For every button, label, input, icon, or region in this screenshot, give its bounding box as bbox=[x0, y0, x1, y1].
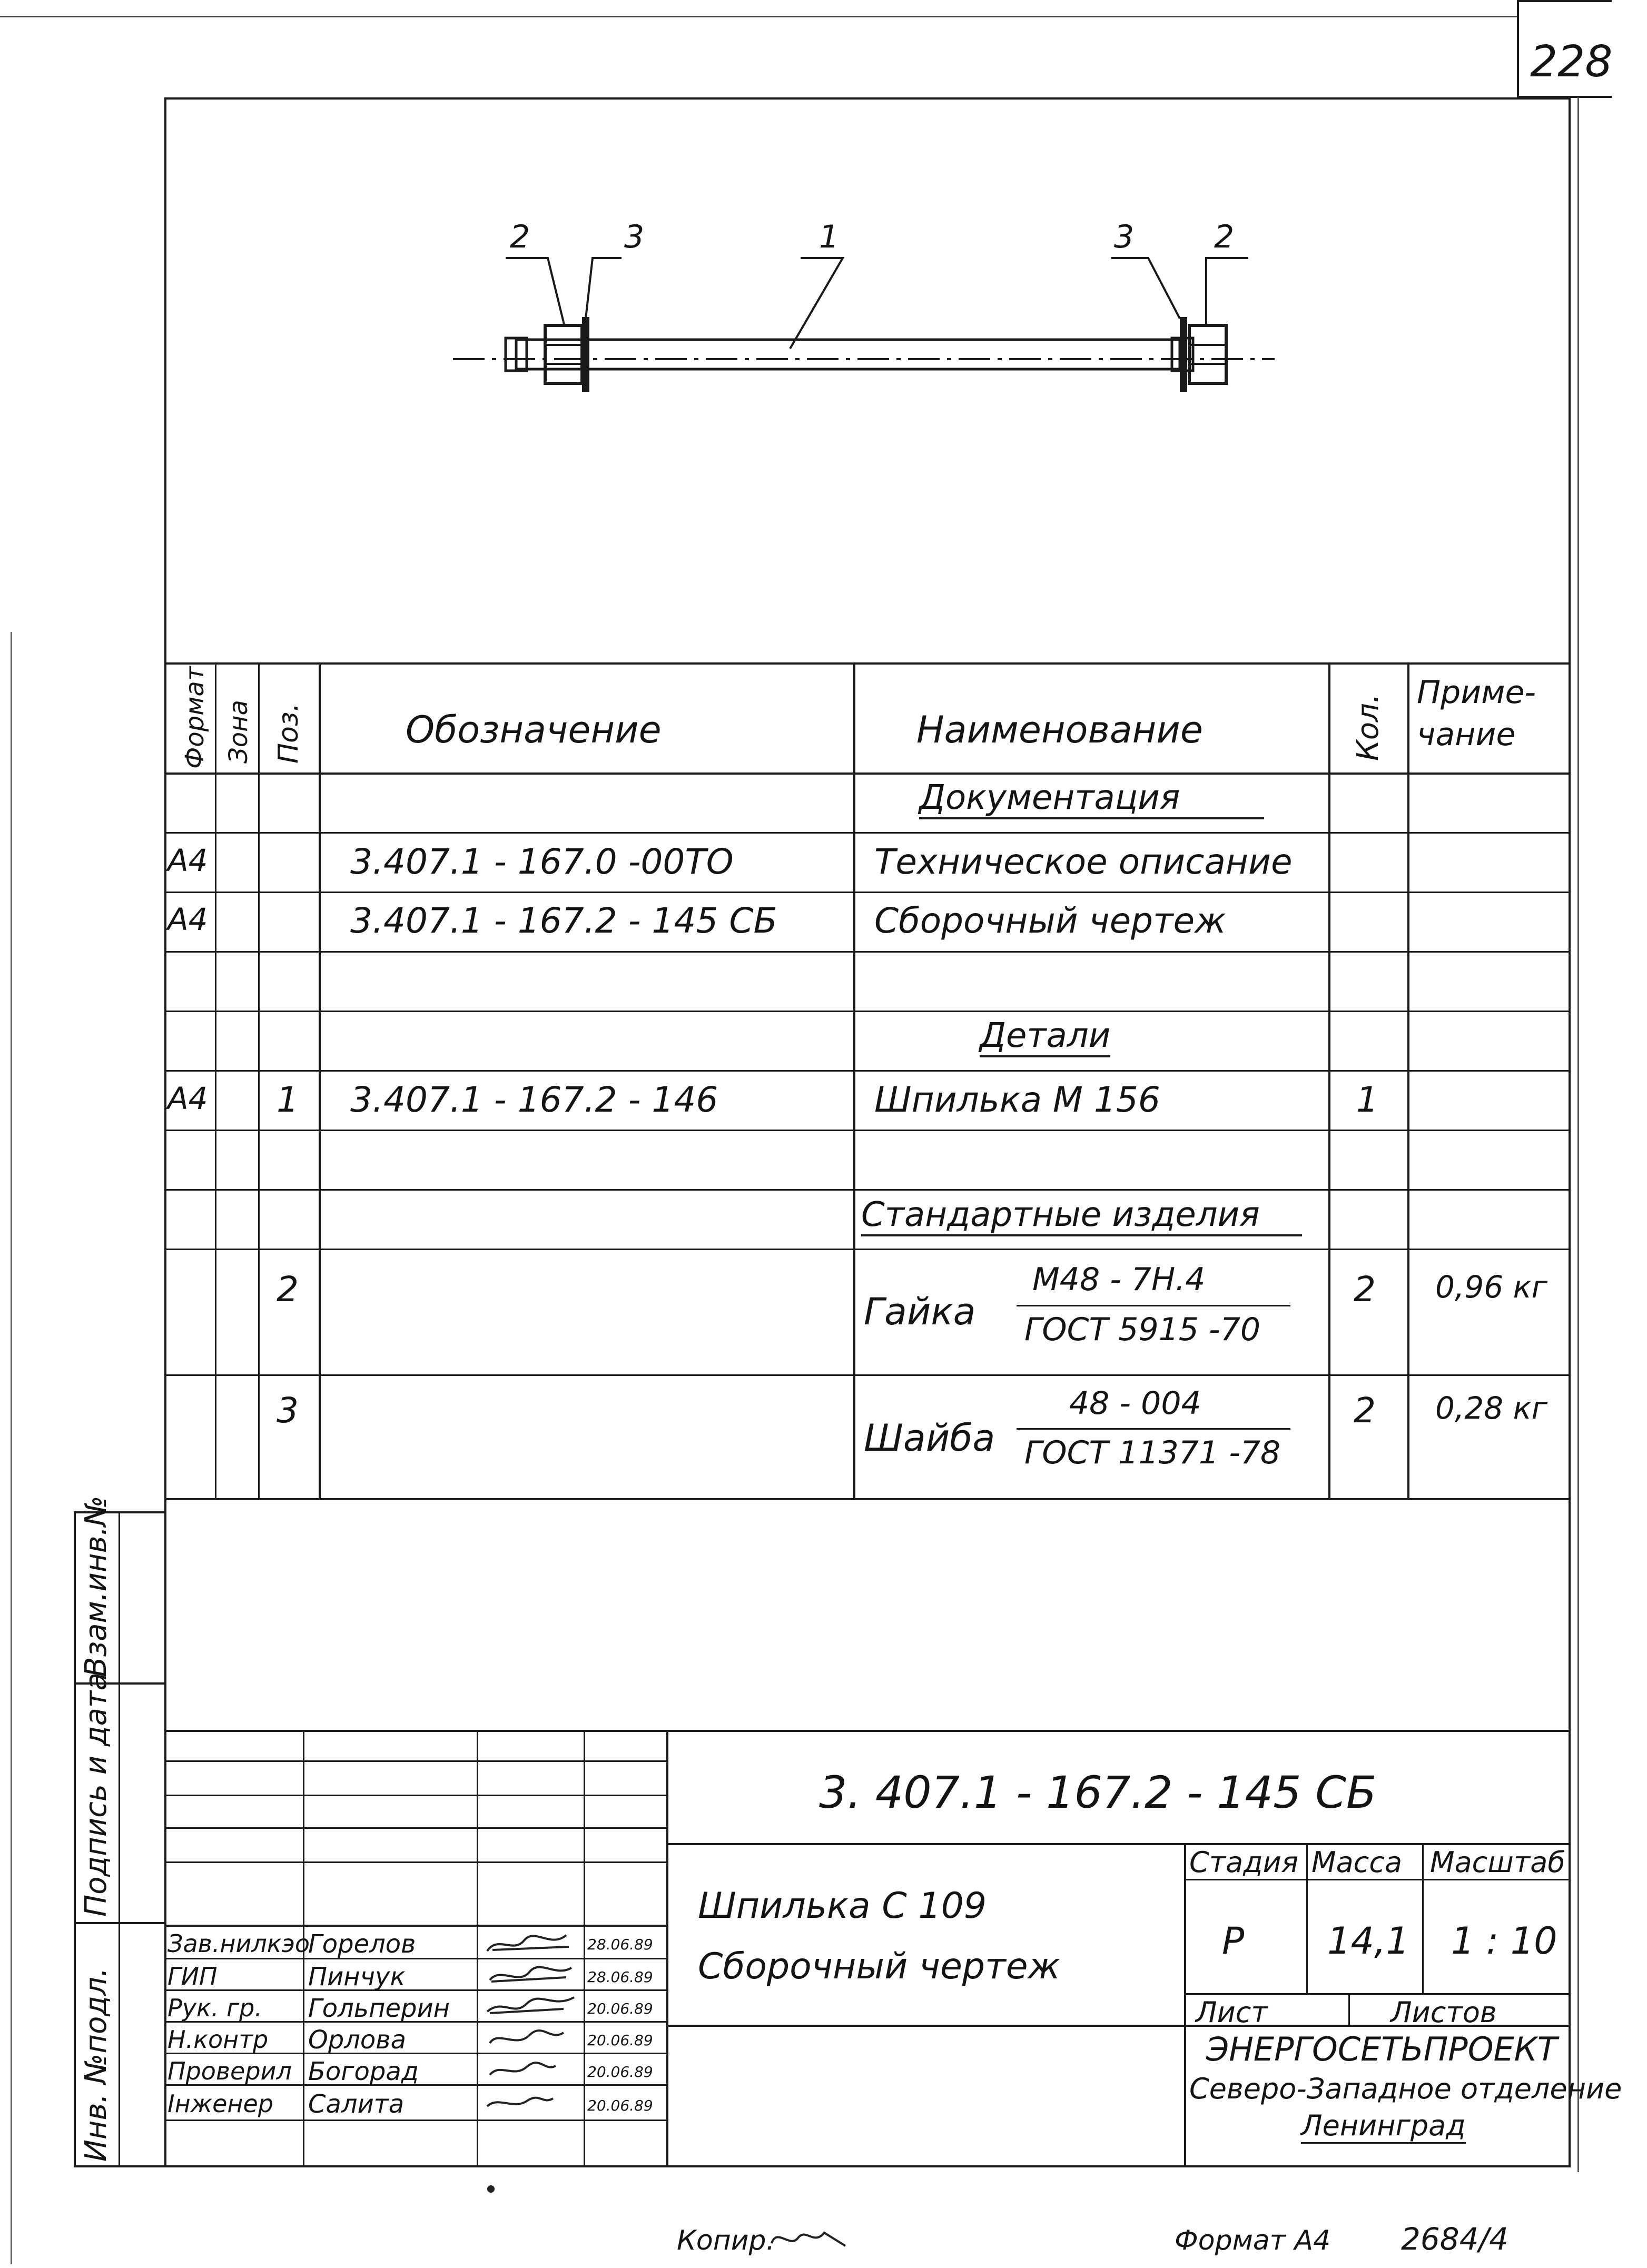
row2-name: Сборочный чертеж bbox=[874, 900, 1226, 941]
signatures bbox=[477, 1925, 582, 2135]
signer-name: Гольперин bbox=[308, 1994, 450, 2023]
signer-role: Рук. гр. bbox=[167, 1994, 262, 2022]
scale-label: Масштаб bbox=[1430, 1846, 1565, 1880]
std1-pos: 2 bbox=[277, 1269, 299, 1310]
stamp-signature-date: Подпись и дата bbox=[79, 1672, 113, 1917]
row1-format: А4 bbox=[167, 843, 208, 878]
callout-2-left: 2 bbox=[510, 219, 530, 255]
header-pos: Поз. bbox=[273, 702, 304, 764]
mass-label: Масса bbox=[1311, 1846, 1402, 1880]
row3-pos: 1 bbox=[277, 1079, 299, 1120]
std2-qty: 2 bbox=[1354, 1390, 1376, 1431]
row1-name: Техническое описание bbox=[874, 841, 1293, 882]
std2-bottom: ГОСТ 11371 -78 bbox=[1024, 1434, 1281, 1471]
section-standard: Стандартные изделия bbox=[861, 1195, 1302, 1236]
std2-top: 48 - 004 bbox=[1069, 1385, 1201, 1422]
std1-name: Гайка bbox=[864, 1290, 976, 1333]
signer-date: 28.06.89 bbox=[587, 1936, 653, 1953]
signer-date: 20.06.89 bbox=[587, 2063, 653, 2081]
signer-role: Зав.нилкэо bbox=[167, 1929, 310, 1958]
std2-name: Шайба bbox=[864, 1417, 995, 1460]
stamp-inv-orig: Инв. №подл. bbox=[79, 1967, 113, 2162]
row3-qty: 1 bbox=[1356, 1079, 1378, 1120]
signer-name: Богорад bbox=[308, 2057, 419, 2086]
signer-role: Інженер bbox=[167, 2089, 273, 2118]
stamp-replaced-inv: Взам.инв.№ bbox=[79, 1496, 113, 1677]
signer-date: 20.06.89 bbox=[587, 2000, 653, 2017]
header-zone: Зона bbox=[224, 700, 253, 764]
frame-top bbox=[164, 97, 1571, 100]
signer-role: Проверил bbox=[167, 2057, 292, 2085]
signer-name: Пинчук bbox=[308, 1962, 406, 1992]
assembly-drawing bbox=[0, 200, 1647, 674]
scale-value: 1 : 10 bbox=[1451, 1919, 1557, 1963]
footer-format: Формат А4 bbox=[1175, 2225, 1331, 2256]
section-details: Детали bbox=[980, 1016, 1110, 1057]
std2-pos: 3 bbox=[277, 1390, 299, 1431]
copier-signature bbox=[766, 2217, 851, 2259]
signer-date: 20.06.89 bbox=[587, 2097, 653, 2114]
row3-name: Шпилька М 156 bbox=[874, 1079, 1160, 1120]
title-line1: Шпилька С 109 bbox=[698, 1885, 987, 1927]
header-designation: Обозначение bbox=[406, 708, 662, 751]
stray-dot bbox=[487, 2185, 495, 2193]
sheets-label: Листов bbox=[1390, 1996, 1497, 2029]
callout-1: 1 bbox=[819, 219, 840, 255]
doc-code: 3. 407.1 - 167.2 - 145 СБ bbox=[819, 1767, 1377, 1818]
signer-name: Салита bbox=[308, 2089, 405, 2119]
signer-role: Н.контр bbox=[167, 2025, 269, 2054]
row2-designation: 3.407.1 - 167.2 - 145 СБ bbox=[350, 900, 777, 941]
header-qty: Кол. bbox=[1351, 694, 1385, 761]
org-line2: Северо-Западное отделение bbox=[1189, 2072, 1622, 2105]
std1-top: М48 - 7Н.4 bbox=[1032, 1261, 1206, 1298]
footer-copied: Копир. bbox=[677, 2225, 775, 2256]
std2-note: 0,28 кг bbox=[1435, 1390, 1548, 1426]
stage-value: Р bbox=[1222, 1919, 1245, 1963]
footer-ref: 2684/4 bbox=[1401, 2221, 1509, 2257]
std1-bottom: ГОСТ 5915 -70 bbox=[1024, 1311, 1261, 1348]
std1-qty: 2 bbox=[1354, 1269, 1376, 1310]
callout-2-right: 2 bbox=[1214, 219, 1235, 255]
org-line1: ЭНЕРГОСЕТЬПРОЕКТ bbox=[1206, 2030, 1557, 2068]
org-line3: Ленинград bbox=[1301, 2109, 1466, 2144]
header-format: Формат bbox=[180, 666, 210, 769]
page-number: 228 bbox=[1530, 37, 1613, 87]
header-name: Наименование bbox=[916, 708, 1203, 751]
title-line2: Сборочный чертеж bbox=[698, 1946, 1060, 1987]
signer-date: 20.06.89 bbox=[587, 2032, 653, 2049]
spec-top-line bbox=[164, 662, 1571, 665]
frame-bottom bbox=[74, 2165, 1571, 2167]
callout-3-right: 3 bbox=[1114, 219, 1135, 255]
mass-value: 14,1 bbox=[1327, 1919, 1409, 1963]
signer-name: Горелов bbox=[308, 1929, 416, 1959]
callout-3-left: 3 bbox=[624, 219, 645, 255]
std1-note: 0,96 кг bbox=[1435, 1269, 1548, 1305]
row2-format: А4 bbox=[167, 902, 208, 937]
row1-designation: 3.407.1 - 167.0 -00ТО bbox=[350, 841, 734, 882]
row3-designation: 3.407.1 - 167.2 - 146 bbox=[350, 1079, 718, 1120]
stage-label: Стадия bbox=[1189, 1846, 1298, 1880]
header-note: Приме- чание bbox=[1417, 674, 1536, 753]
section-documentation: Документация bbox=[919, 778, 1264, 819]
row3-format: А4 bbox=[167, 1081, 208, 1116]
signer-role: ГИП bbox=[167, 1962, 218, 1990]
signer-name: Орлова bbox=[308, 2025, 406, 2055]
sheet-label: Лист bbox=[1196, 1996, 1268, 2029]
signer-date: 28.06.89 bbox=[587, 1968, 653, 1986]
